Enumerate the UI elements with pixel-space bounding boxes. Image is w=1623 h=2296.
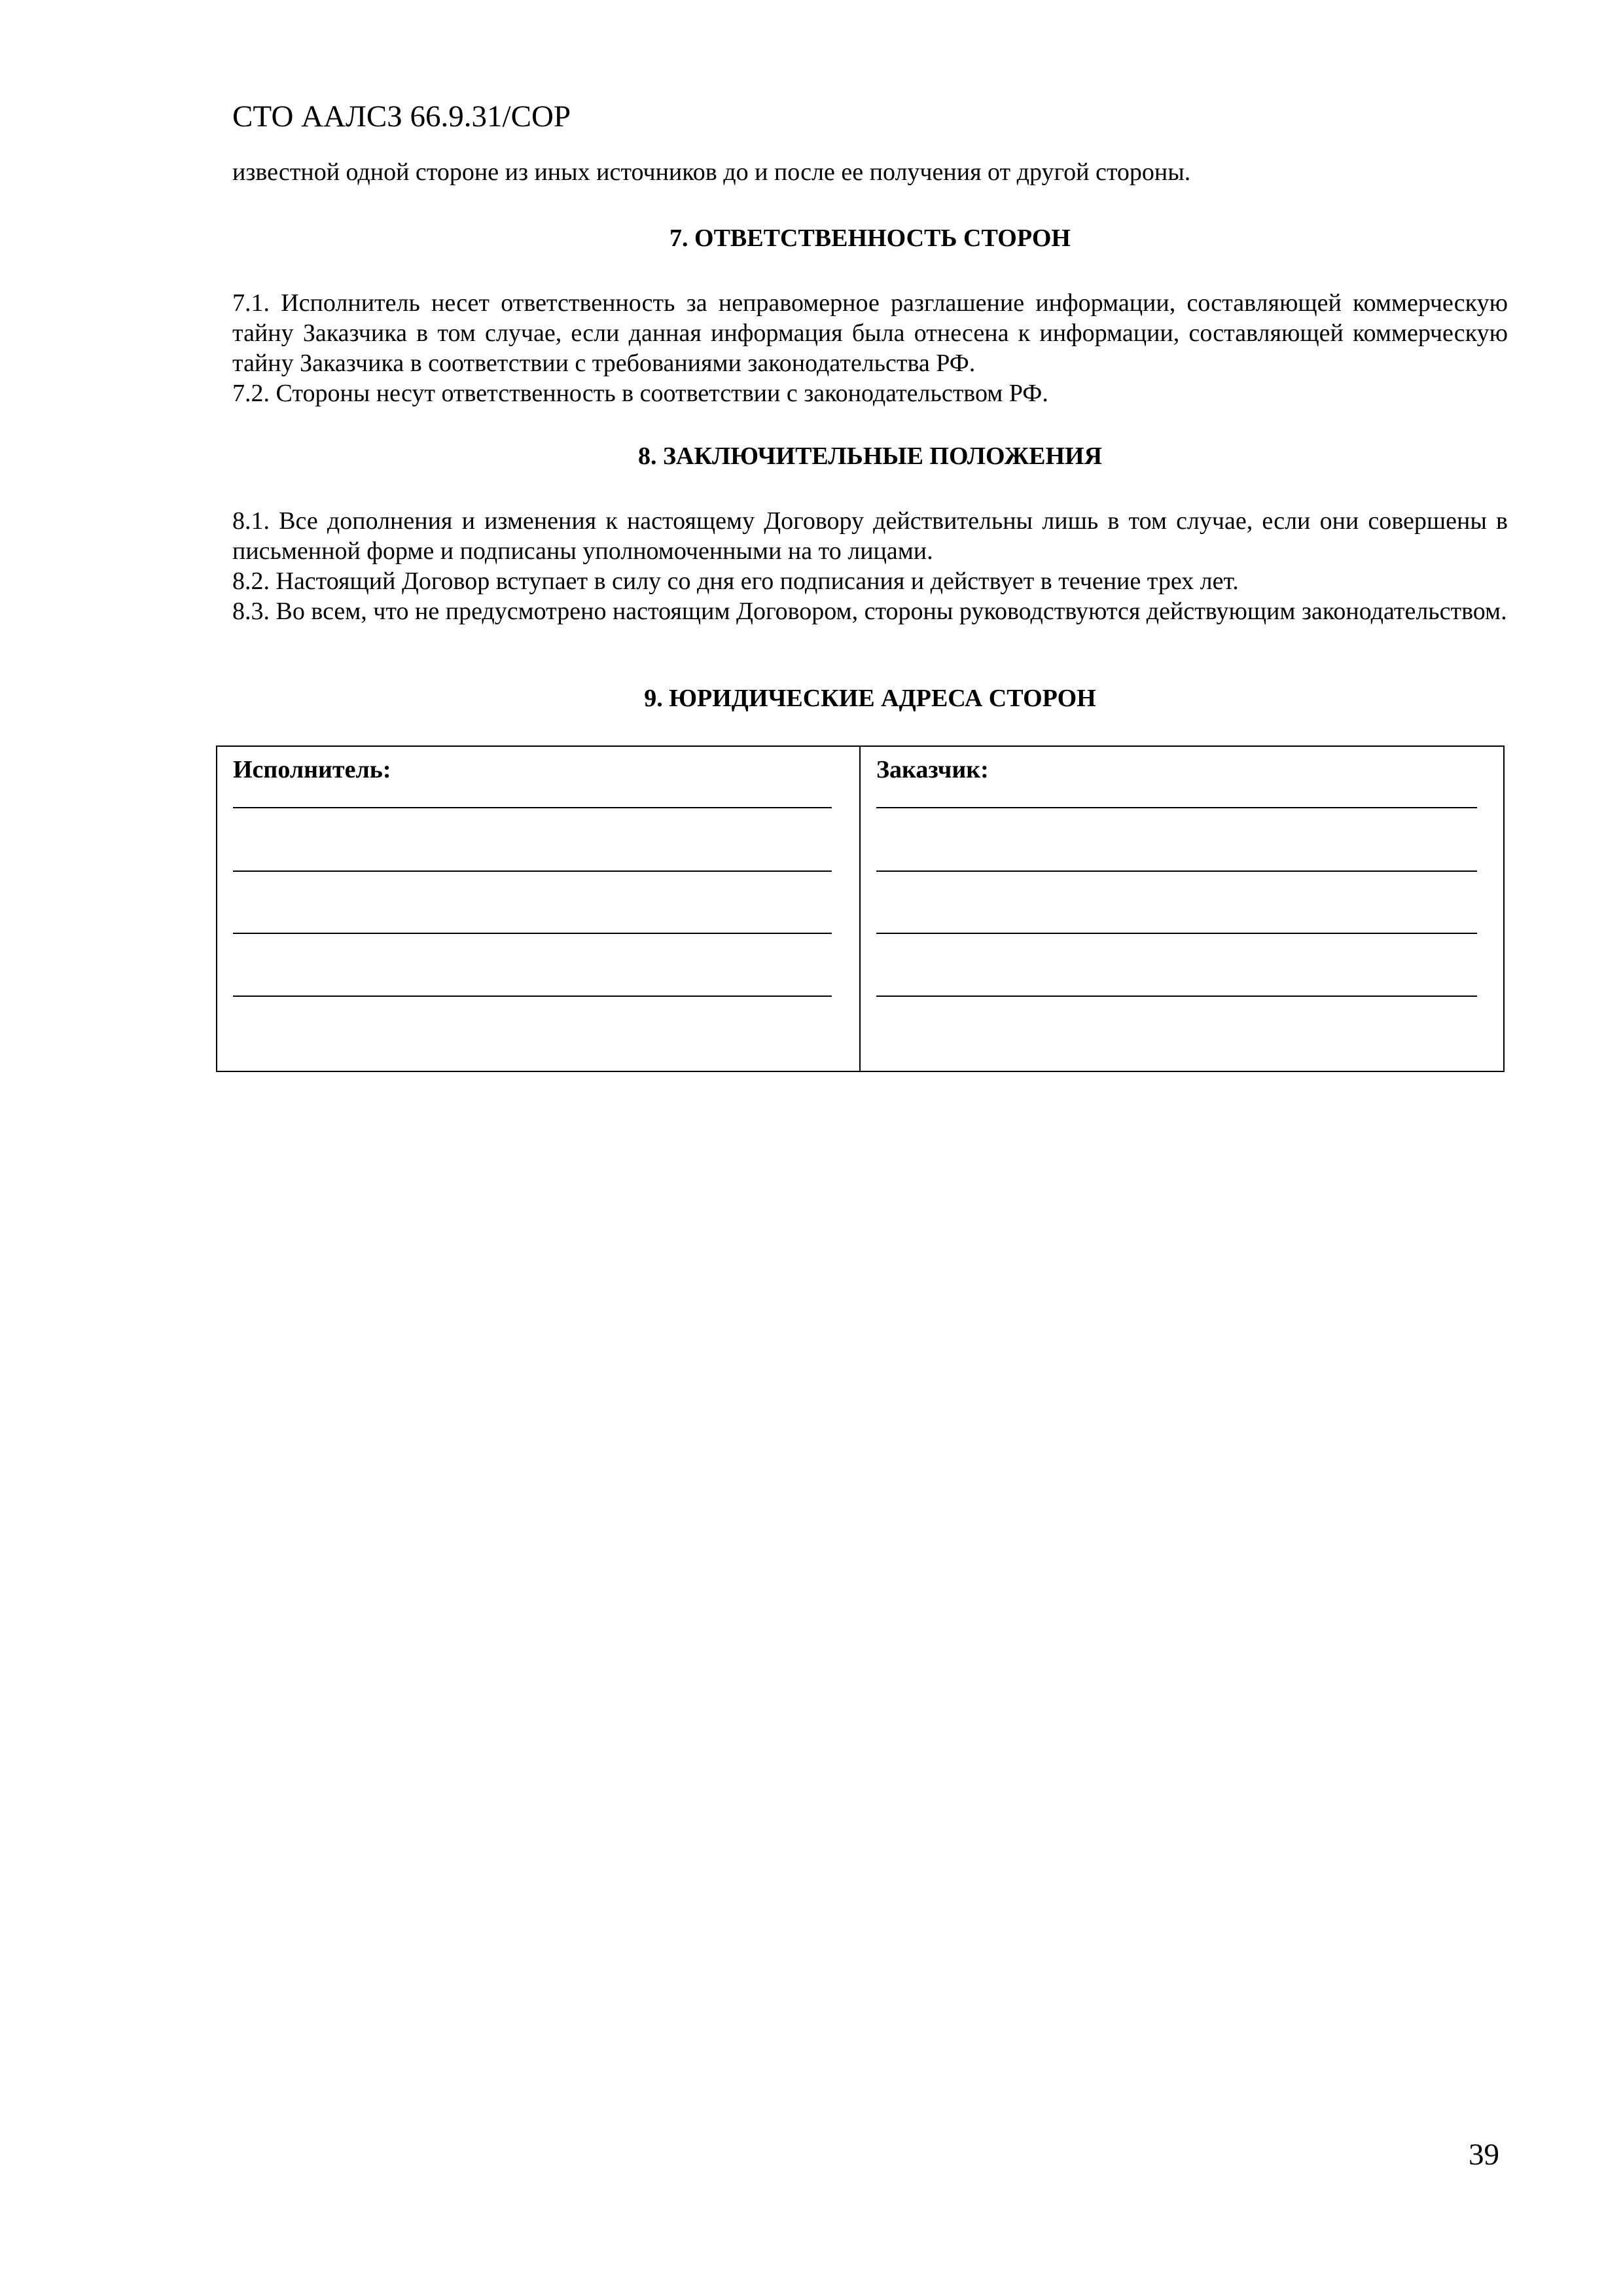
document-code-header: СТО ААЛСЗ 66.9.31/СОР bbox=[232, 99, 571, 134]
executor-label: Исполнитель: bbox=[233, 756, 391, 783]
customer-column bbox=[861, 747, 1503, 1071]
paragraph-8-2: 8.2. Настоящий Договор вступает в силу со дня его подписания и действует в течение трех лет. bbox=[232, 567, 1239, 595]
customer-blank-line bbox=[876, 807, 1477, 808]
executor-column bbox=[217, 747, 861, 1071]
paragraph-8-1: 8.1. Все дополнения и изменения к настоящему Договору действительны лишь в том случае, если они совершены в письменной форме и подписаны уполномоченными на то лицами. bbox=[232, 507, 1508, 565]
executor-blank-line bbox=[233, 807, 832, 808]
legal-addresses-table bbox=[216, 745, 1505, 1072]
executor-blank-line bbox=[233, 933, 832, 934]
customer-blank-line bbox=[876, 933, 1477, 934]
customer-blank-line bbox=[876, 870, 1477, 872]
section-9-title: 9. ЮРИДИЧЕСКИЕ АДРЕСА СТОРОН bbox=[644, 685, 1096, 712]
section-7-body bbox=[232, 288, 1508, 408]
executor-blank-line bbox=[233, 870, 832, 872]
paragraph-8-3: 8.3. Во всем, что не предусмотрено настоящим Договором, стороны руководствуются действующим законодательством. bbox=[232, 598, 1507, 625]
executor-blank-line bbox=[233, 996, 832, 997]
continuation-text: известной одной стороне из иных источников до и после ее получения от другой стороны. bbox=[232, 158, 1191, 186]
customer-label: Заказчик: bbox=[876, 756, 989, 783]
paragraph-7-2: 7.2. Стороны несут ответственность в соответствии с законодательством РФ. bbox=[232, 380, 1048, 407]
page-number: 39 bbox=[1469, 2138, 1499, 2172]
paragraph-7-1: 7.1. Исполнитель несет ответственность за неправомерное разглашение информации, составляющей коммерческую тайну Заказчика в том случае, если данная информация была отнесена к информации, составляющей коммерческую тайну Заказчика в соответствии с требованиями законодательства РФ. bbox=[232, 289, 1508, 377]
section-7-title: 7. ОТВЕТСТВЕННОСТЬ СТОРОН bbox=[669, 224, 1071, 252]
section-8-body bbox=[232, 506, 1508, 626]
section-8-title: 8. ЗАКЛЮЧИТЕЛЬНЫЕ ПОЛОЖЕНИЯ bbox=[637, 442, 1103, 470]
customer-blank-line bbox=[876, 996, 1477, 997]
